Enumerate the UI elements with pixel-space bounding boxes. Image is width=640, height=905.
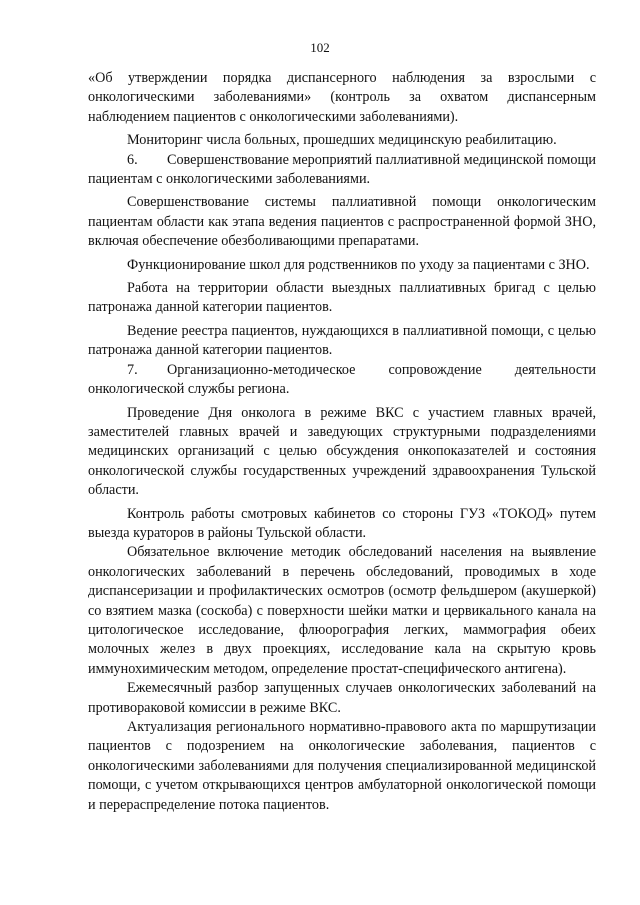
paragraph: Функционирование школ для родственников по уходу за пациентами с ЗНО. [127,256,590,273]
paragraph: «Об утверждении порядка диспансерного наблюдения за взрослыми с онкологическими заболеваниями» (контроль за охватом диспансерным наблюдением пациентов с онкологическими заболеваниями). [88,70,596,125]
document-body [88,69,596,815]
paragraph: Обязательное включение методик обследований населения на выявление онкологических заболеваний в перечень обследований, проводимых в ходе диспансеризации и профилактических осмотров (осмотр фельдшером (акушеркой) со взятием мазка (соскоба) с поверхности шейки матки и цервикального канала на цитологическое исследование, флюорография легких, маммография обеих молочных желез в двух проекциях, исследование кала на скрытую кровь иммунохимическим методом, определение простат-специфического антигена). [88,544,596,677]
paragraph: Актуализация регионального нормативно-правового акта по маршрутизации пациентов с подозрением на онкологические заболевания, пациентов с онкологическими заболеваниями для получения специализированной медицинской помощи, с учетом открывающихся центров амбулаторной онкологической помощи и перераспределение потока пациентов. [88,719,596,813]
paragraph: Совершенствование системы паллиативной помощи онкологическим пациентам области как этапа ведения пациентов с распространенной формой ЗНО, включая обеспечение обезболивающими препаратами. [88,194,596,250]
section-number: 7. [127,361,138,378]
paragraph: Мониторинг числа больных, прошедших медицинскую реабилитацию. [127,132,557,149]
paragraph: Ведение реестра пациентов, нуждающихся в паллиативной помощи, с целью патронажа данной категории пациентов. [88,322,596,359]
page-number: 102 [310,40,330,55]
paragraph: Ежемесячный разбор запущенных случаев онкологических заболеваний на противораковой комиссии в режиме ВКС. [88,680,596,716]
section-number: 6. [127,151,138,168]
paragraph: Проведение Дня онколога в режиме ВКС с участием главных врачей, заместителей главных врачей и заведующих структурными подразделениями медицинских организаций с целью обсуждения онкопоказателей и состояния онкологической службы государственных учреждений здравоохранения Тульской области. [88,404,596,499]
section-heading: Организационно-методическое сопровождение деятельности онкологической службы региона. [88,361,596,398]
section-heading: Совершенствование мероприятий паллиативной медицинской помощи пациентам с онкологическими заболеваниями. [88,151,597,188]
numbered-section [88,151,596,190]
paragraph: Работа на территории области выездных паллиативных бригад с целью патронажа данной категории пациентов. [88,280,596,316]
paragraph: Контроль работы смотровых кабинетов со стороны ГУЗ «ТОКОД» путем выезда кураторов в районы Тульской области. [88,505,596,541]
numbered-section [88,361,596,400]
